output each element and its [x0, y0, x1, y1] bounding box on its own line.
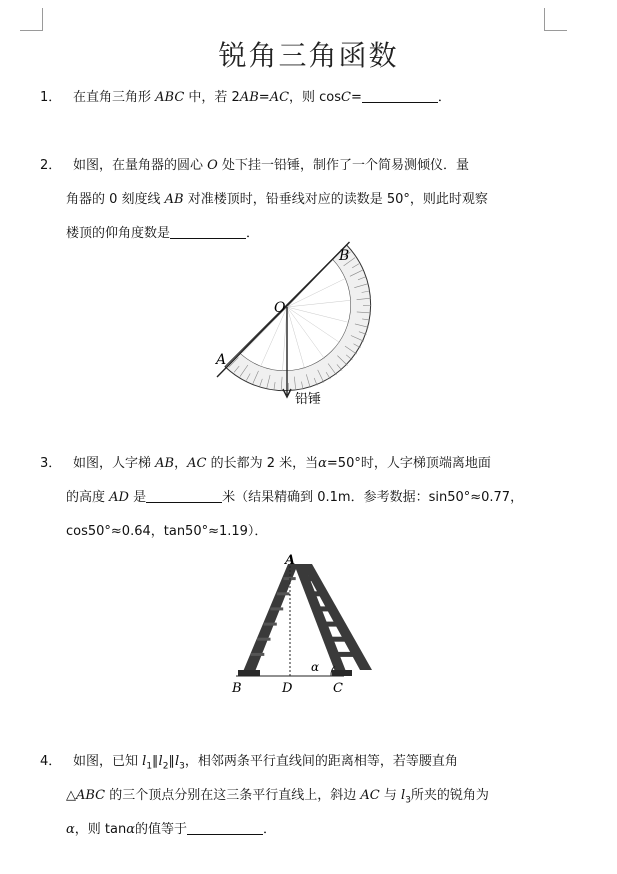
subscript: 2: [162, 761, 169, 772]
text-run: 米（结果精确到 0.1m．参考数据：sin50°≈0.77，: [222, 490, 524, 505]
question-number: 4．: [40, 754, 62, 769]
answer-blank: [146, 489, 222, 503]
text-run: 所夹的锐角为: [410, 788, 489, 803]
subscript: 3: [179, 761, 185, 772]
question-text-line: [66, 222, 259, 241]
math-variable: C: [341, 90, 351, 105]
math-variable: l: [158, 754, 163, 769]
text-run: ，则 cos: [289, 90, 342, 105]
math-variable: AD: [109, 490, 129, 505]
math-variable: ABC: [155, 90, 185, 105]
math-variable: α: [66, 822, 75, 837]
ladder-rung: [337, 652, 361, 657]
text-run: 的高度: [66, 490, 110, 505]
text-run: ∥: [152, 754, 159, 769]
answer-blank: [362, 89, 438, 103]
math-variable: α: [126, 822, 135, 837]
ladder-rung: [309, 591, 327, 596]
question-text-line: [66, 188, 488, 207]
page-title: 锐角三角函数: [218, 39, 399, 72]
text-run: 在直角三角形: [73, 90, 156, 105]
text-run: 是: [128, 490, 147, 505]
label-plumb: 铅锤: [295, 392, 322, 407]
label-A: A: [216, 352, 227, 368]
text-run: 的值等于: [135, 822, 188, 837]
question-text-line: [73, 86, 451, 105]
subscript: 1: [146, 761, 153, 772]
text-run: 的长都为 2 米，当: [206, 456, 319, 471]
text-run: =: [258, 90, 270, 105]
math-variable: AB: [239, 90, 259, 105]
ladder-rung: [323, 622, 344, 627]
text-run: 如图，已知: [73, 754, 143, 769]
math-variable: l: [401, 788, 406, 803]
question-number: 3．: [40, 456, 62, 471]
ladder-rung: [270, 607, 283, 610]
ladder-rung: [316, 606, 336, 611]
protractor-figure: [205, 240, 380, 412]
label-D: D: [282, 681, 293, 696]
question-text-line: [73, 154, 469, 173]
math-variable: l: [174, 754, 180, 769]
text-run: ，: [174, 456, 188, 471]
page-corner-mark-left: [20, 8, 43, 31]
ladder-figure: [228, 550, 380, 700]
ladder-rung: [264, 623, 277, 626]
question-text-line: [66, 520, 267, 539]
question-text-line: [73, 750, 458, 772]
question-text-line: [66, 818, 276, 837]
text-run: ，则 tan: [74, 822, 127, 837]
text-run: ．: [246, 226, 260, 241]
text-run: 如图，人字梯: [73, 456, 156, 471]
label-C: C: [333, 681, 343, 696]
subscript: 3: [405, 795, 411, 806]
label-alpha: α: [311, 660, 320, 674]
ladder-rung: [257, 638, 270, 641]
math-variable: AC: [187, 456, 207, 471]
text-run: 如图，在量角器的圆心: [73, 158, 208, 173]
ladder-right-foot: [332, 670, 352, 676]
text-run: =50°时，人字梯顶端离地面: [326, 456, 491, 471]
text-run: 楼顶的仰角度数是: [66, 226, 171, 241]
text-run: 处下挂一铅锤，制作了一个简易测倾仪．量: [217, 158, 469, 173]
text-run: cos50°≈0.64，tan50°≈1.19）．: [66, 524, 268, 539]
ladder-rung: [251, 653, 265, 656]
text-run: △: [66, 788, 76, 803]
label-A: A: [285, 553, 296, 568]
math-variable: AB: [164, 192, 184, 207]
math-variable: α: [318, 456, 327, 471]
math-variable: O: [207, 158, 218, 173]
answer-blank: [170, 225, 246, 239]
text-run: ．: [263, 822, 277, 837]
label-B: B: [232, 681, 242, 696]
ladder-rung: [330, 637, 353, 642]
text-run: ，相邻两条平行直线间的距离相等，若等腰直角: [184, 754, 458, 769]
answer-blank: [187, 821, 263, 835]
math-variable: AB: [155, 456, 175, 471]
text-run: 与: [379, 788, 402, 803]
question-text-line: [66, 486, 523, 505]
question-text-line: [66, 784, 489, 806]
page-corner-mark-right: [544, 8, 567, 31]
text-run: 中，若 2: [184, 90, 240, 105]
text-run: ．: [437, 90, 451, 105]
label-O: O: [274, 300, 286, 316]
ladder-left-foot: [238, 670, 260, 676]
question-number: 1．: [40, 90, 62, 105]
text-run: 的三个顶点分别在这三条平行直线上，斜边: [105, 788, 361, 803]
ladder-rung: [277, 592, 290, 595]
math-variable: l: [142, 754, 147, 769]
text-run: ∥: [168, 754, 175, 769]
text-run: 角器的 0 刻度线: [66, 192, 165, 207]
text-run: 对准楼顶时，铅垂线对应的读数是 50°，则此时观察: [183, 192, 488, 207]
ladder-rung: [302, 576, 319, 581]
question-text-line: [73, 452, 491, 471]
math-variable: AC: [269, 90, 290, 105]
label-B: B: [339, 248, 350, 264]
math-variable: AC: [360, 788, 380, 803]
question-number: 2．: [40, 158, 62, 173]
math-variable: ABC: [76, 788, 106, 803]
text-run: =: [351, 90, 362, 105]
